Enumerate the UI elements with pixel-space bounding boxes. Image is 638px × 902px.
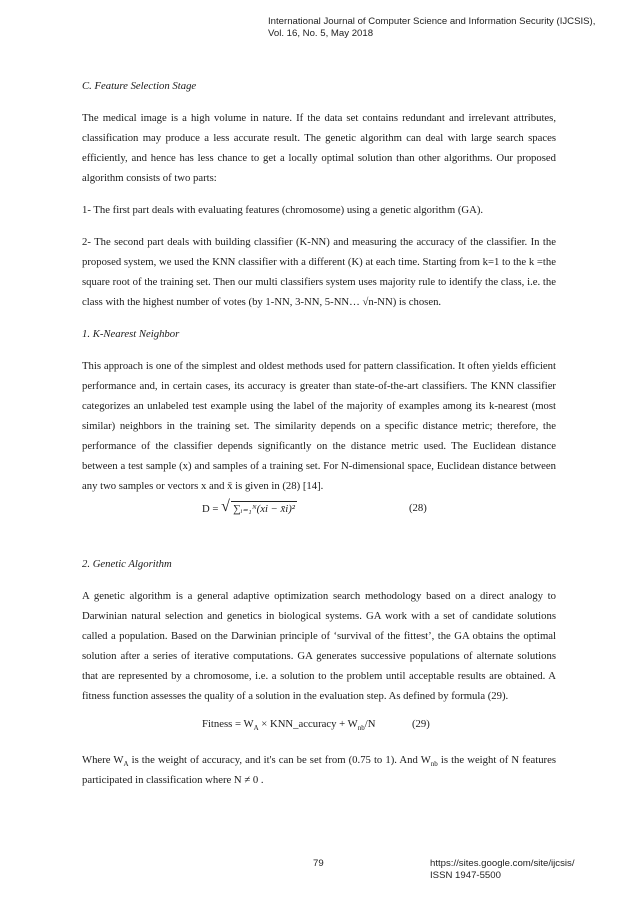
section-heading-genetic-algorithm: 2. Genetic Algorithm (82, 558, 172, 570)
journal-header (268, 16, 595, 40)
equation-28-lhs: D = (202, 503, 219, 515)
where-part-c: is the weight of N features participated in classification where N ≠ 0 . (82, 754, 556, 786)
paragraph-feature-selection: The medical image is a high volume in nature. If the data set contains redundant and irrelevant attributes, classification may produce a less accurate result. The genetic algorithm can deal with large search spaces efficiently, and hence has less chance to get a locally optimal solution than other algorithms. Our proposed algorithm consists of two parts: (82, 112, 556, 184)
journal-header-line2: Vol. 16, No. 5, May 2018 (268, 28, 374, 39)
equation-29-number: (29) (412, 718, 430, 730)
eq29-sub-b: nb (357, 724, 365, 733)
page-body (82, 76, 556, 790)
page-number: 79 (313, 858, 324, 869)
equation-28-body: ∑ᵢ₌₁ᴺ(xi − x̄i)² (233, 503, 295, 515)
equation-28 (82, 496, 556, 526)
equation-29 (82, 718, 556, 738)
eq29-part-a: Fitness = W (202, 718, 254, 730)
list-item-2: 2- The second part deals with building classifier (K-NN) and measuring the accuracy of the classifier. In the proposed system, we used the KNN classifier with a different (K) at each time. Starting from k=1 to the k =the square root of the training set. Then our multi classifiers system uses majority rule to identify the class, i.e. the class with the highest number of votes (by 1-NN, 3-NN, 5-NN… √n-NN) is chosen. (82, 236, 556, 308)
paragraph-genetic-algorithm: A genetic algorithm is a general adaptive optimization search methodology based on a direct analogy to Darwinian natural selection and genetics in biological systems. GA work with a set of candidate solutions called a population. Based on the Darwinian principle of ‘survival of the fittest’, the GA obtains the optimal solution after a series of iterative computations. GA generates successive populations of alternate solutions that are represented by a chromosome, i.e. a solution to the problem until acceptable results are obtained. A fitness function assesses the quality of a solution in the evaluation step. As defined by formula (29). (82, 590, 556, 702)
journal-header-line1: International Journal of Computer Science and Information Security (IJCSIS), (268, 16, 596, 27)
paragraph-where (82, 750, 556, 790)
paragraph-knn: This approach is one of the simplest and oldest methods used for pattern classification. It often yields efficient performance and, in certain cases, its accuracy is greater than state-of-the-art classifiers. The KNN classifier categorizes an unlabeled test example using the label of the majority of examples among its k-nearest (most similar) neighbors in the training set. The similarity depends on a specific distance metric; therefore, the performance of the classifier depends significantly on the distance metric used. The Euclidean distance between a test sample (x) and samples of a training set. For N-dimensional space, Euclidean distance between any two samples or vectors x and x̄ is given in (28) [14]. (82, 360, 556, 492)
footer-url: https://sites.google.com/site/ijcsis/ (430, 858, 575, 869)
footer-site (430, 858, 575, 882)
footer-issn: ISSN 1947-5500 (430, 870, 501, 881)
list-item-1: 1- The first part deals with evaluating features (chromosome) using a genetic algorithm (GA). (82, 204, 484, 216)
eq29-part-c: /N (364, 718, 376, 730)
section-heading-knn: 1. K-Nearest Neighbor (82, 328, 180, 340)
where-sub-a: A (123, 760, 129, 769)
eq29-sub-a: A (253, 724, 259, 733)
sqrt-symbol: √ ∑ᵢ₌₁ᴺ(xi − x̄i)² (221, 498, 295, 515)
where-part-a: Where W (82, 754, 124, 766)
equation-28-number: (28) (409, 502, 427, 514)
where-part-b: is the weight of accuracy, and it's can be set from (0.75 to 1). And W (128, 754, 431, 766)
eq29-part-b: × KNN_accuracy + W (258, 718, 358, 730)
where-sub-b: nb (430, 760, 438, 769)
section-heading-feature-selection: C. Feature Selection Stage (82, 80, 197, 92)
